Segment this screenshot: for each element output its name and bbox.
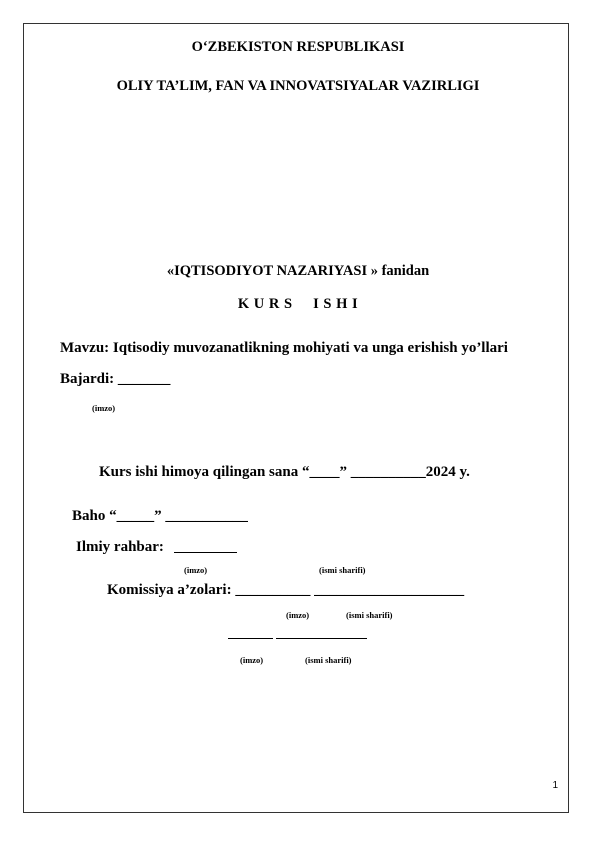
supervisor-sign-caption: (imzo) <box>184 565 208 575</box>
subject-line: «IQTISODIYOT NAZARIYASI » fanidan <box>166 263 430 279</box>
supervisor-signature-line <box>174 552 237 553</box>
grade-line: Baho “_____” ___________ <box>72 508 248 524</box>
commission-sign-caption-2: (imzo) <box>240 655 264 665</box>
commission-line: Komissiya a’zolari: __________ ____________________ <box>107 582 465 598</box>
supervisor-label: Ilmiy rahbar: <box>76 539 164 555</box>
ministry-heading: OLIY TA’LIM, FAN VA INNOVATSIYALAR VAZIRLIGI <box>116 78 480 94</box>
page-number: 1 <box>552 780 558 791</box>
performed-by-line: Bajardi: _______ <box>60 371 171 387</box>
defense-date-line: Kurs ishi himoya qilingan sana “____” __________2024 y. <box>99 464 470 480</box>
commission-name-caption-1: (ismi sharifi) <box>346 610 393 620</box>
topic-line: Mavzu: Iqtisodiy muvozanatlikning mohiyati va unga erishish yo’llari <box>60 340 508 356</box>
signature-label: (imzo) <box>92 403 116 413</box>
commission-sign-caption-1: (imzo) <box>286 610 310 620</box>
commission-name-caption-2: (ismi sharifi) <box>305 655 352 665</box>
supervisor-name-caption: (ismi sharifi) <box>319 565 366 575</box>
page-border <box>23 23 569 813</box>
commission-signature-line-2 <box>228 638 273 639</box>
commission-name-line-2 <box>276 638 367 639</box>
republic-heading: O‘ZBEKISTON RESPUBLIKASI <box>191 39 405 55</box>
work-type-title: K U R S I S H I <box>237 296 359 312</box>
